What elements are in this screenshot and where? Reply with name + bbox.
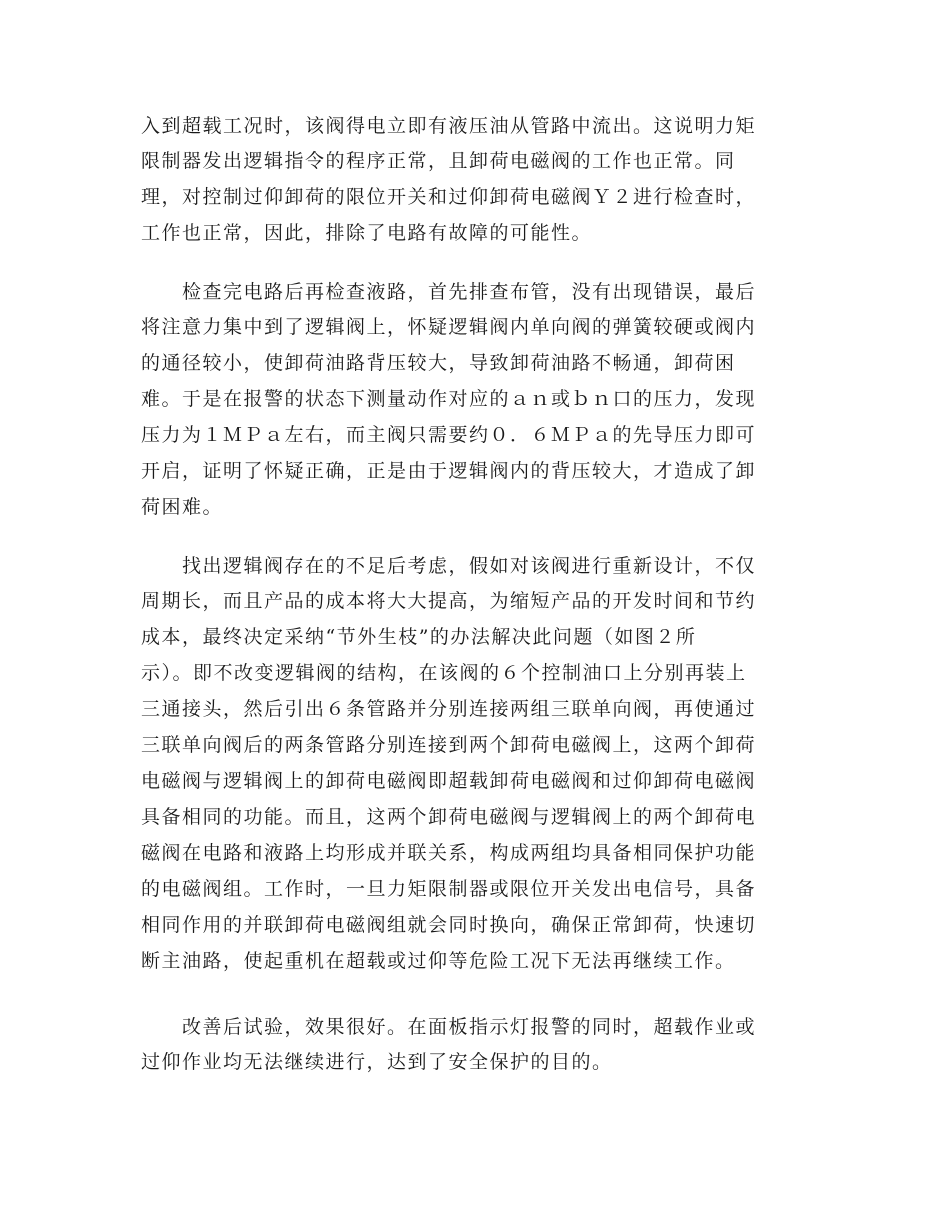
paragraph-line: 难。于是在报警的状态下测量动作对应的ａｎ或ｂｎ口的压力，发现 [141, 388, 757, 410]
paragraph-line: 理，对控制过仰卸荷的限位开关和过仰卸荷电磁阀Ｙ２进行检查时， [141, 186, 757, 208]
paragraph-line: 的通径较小，使卸荷油路背压较大，导致卸荷油路不畅通，卸荷困 [141, 352, 736, 374]
paragraph-line: 三通接头，然后引出６条管路并分别连接两组三联单向阀，再使通过 [141, 698, 757, 720]
paragraph-line: 找出逻辑阀存在的不足后考虑，假如对该阀进行重新设计，不仅 [141, 555, 757, 577]
paragraph-line: 周期长，而且产品的成本将大大提高，为缩短产品的开发时间和节约 [141, 590, 757, 612]
paragraph-line: 成本，最终决定采纳“节外生枝”的办法解决此问题（如图２所 [141, 626, 697, 648]
paragraph-line: 压力为１ＭＰａ左右，而主阀只需要约０．６ＭＰａ的先导压力即可 [141, 424, 757, 446]
paragraph-line: 三联单向阀后的两条管路分别连接到两个卸荷电磁阀上，这两个卸荷 [141, 734, 757, 756]
paragraph-line: 的电磁阀组。工作时，一旦力矩限制器或限位开关发出电信号，具备 [141, 878, 757, 900]
paragraph-line: 相同作用的并联卸荷电磁阀组就会同时换向，确保正常卸荷，快速切 [141, 914, 757, 936]
paragraph-line: 电磁阀与逻辑阀上的卸荷电磁阀即超载卸荷电磁阀和过仰卸荷电磁阀 [141, 770, 757, 792]
paragraph-line: 工作也正常，因此，排除了电路有故障的可能性。 [141, 222, 593, 244]
paragraph-line: 限制器发出逻辑指令的程序正常，且卸荷电磁阀的工作也正常。同 [141, 150, 736, 172]
paragraph-line: 过仰作业均无法继续进行，达到了安全保护的目的。 [141, 1051, 613, 1073]
paragraph-line: 示）。即不改变逻辑阀的结构，在该阀的６个控制油口上分别再装上 [141, 662, 747, 684]
paragraph-line: 磁阀在电路和液路上均形成并联关系，构成两组均具备相同保护功能 [141, 842, 757, 864]
paragraph-line: 荷困难。 [141, 496, 224, 518]
paragraph-line: 检查完电路后再检查液路，首先排查布管，没有出现错误，最后 [141, 281, 757, 303]
paragraph-line: 入到超载工况时，该阀得电立即有液压油从管路中流出。这说明力矩 [141, 115, 757, 137]
paragraph-line: 具备相同的功能。而且，这两个卸荷电磁阀与逻辑阀上的两个卸荷电 [141, 806, 757, 828]
paragraph-line: 改善后试验，效果很好。在面板指示灯报警的同时，超载作业或 [141, 1016, 757, 1038]
paragraph-line: 断主油路，使起重机在超载或过仰等危险工况下无法再继续工作。 [141, 950, 736, 972]
paragraph-line: 开启，证明了怀疑正确，正是由于逻辑阀内的背压较大，才造成了卸 [141, 460, 757, 482]
paragraph-line: 将注意力集中到了逻辑阀上，怀疑逻辑阀内单向阀的弹簧较硬或阀内 [141, 316, 757, 338]
